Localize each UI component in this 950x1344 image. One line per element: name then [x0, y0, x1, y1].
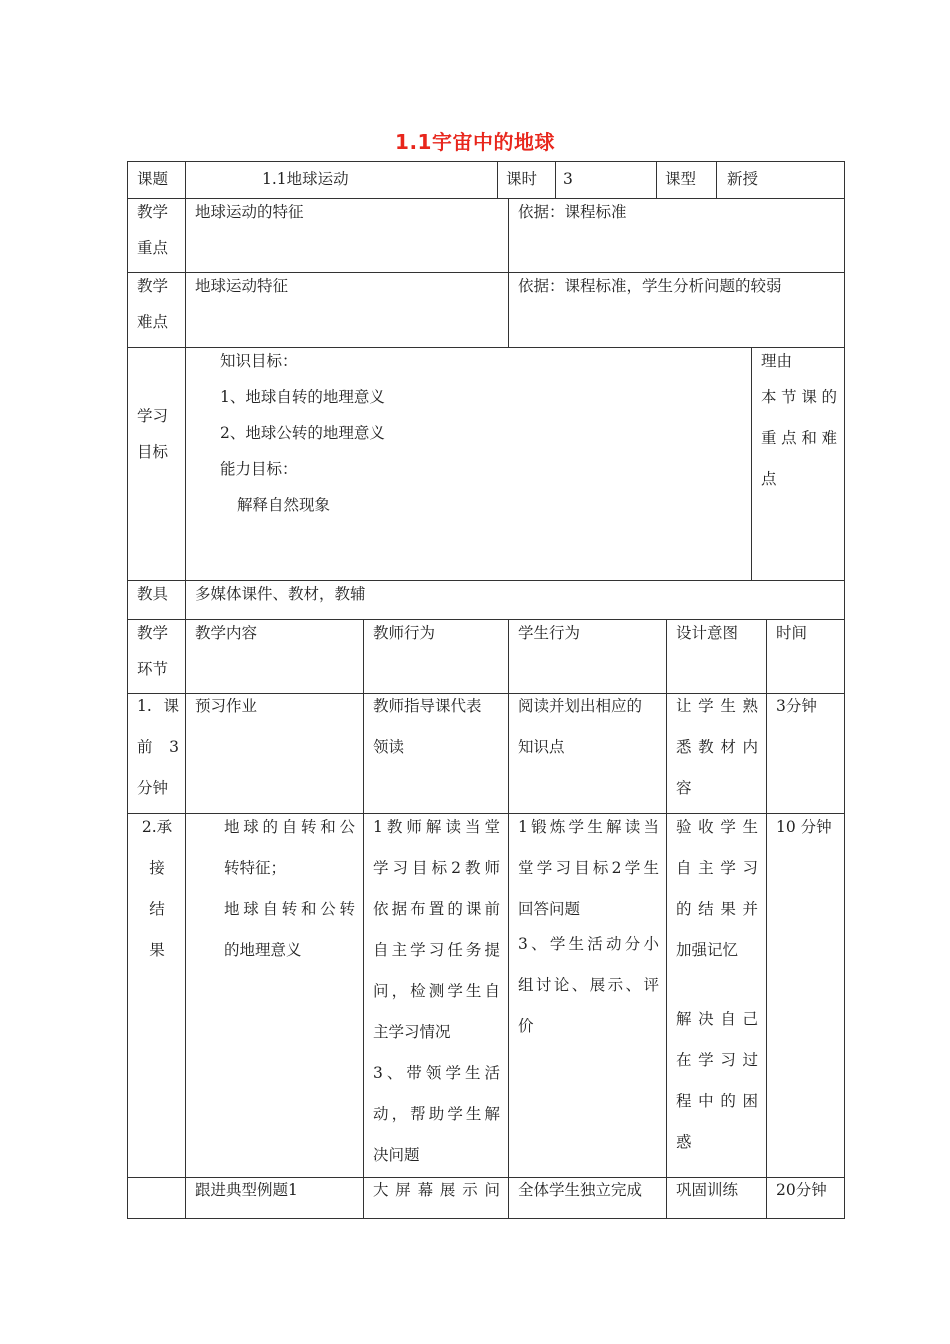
- row-stage-line: 前 3: [137, 738, 179, 756]
- col-stage-header-line: 环节: [137, 660, 169, 678]
- row-student: 全体学生独立完成: [518, 1181, 643, 1199]
- objectives-list: [220, 343, 385, 523]
- type-value: 新授: [727, 170, 759, 188]
- table-rule: [185, 161, 186, 581]
- row-student-line: 1锻炼学生解读当: [518, 818, 659, 836]
- row-design-line: 自主学习: [676, 859, 758, 877]
- row-content: 预习作业: [195, 697, 258, 715]
- row-time: 3分钟: [776, 697, 817, 715]
- row-content-line: 转特征；: [224, 859, 287, 877]
- row-design-line: 加强记忆: [676, 941, 739, 959]
- objectives-label-line: 目标: [137, 443, 169, 461]
- row-design: [676, 686, 758, 809]
- row-design-line: 容: [676, 779, 692, 797]
- row-student: [518, 807, 659, 1047]
- key-point-label-line: 重点: [137, 239, 169, 257]
- row-teacher-line: 3、带领学生活: [373, 1064, 500, 1082]
- row-design: [676, 807, 758, 1163]
- objective-line: 1、地球自转的地理意义: [220, 388, 385, 406]
- row-design-line: 程中的困: [676, 1092, 758, 1110]
- col-teacher-header: 教师行为: [373, 624, 436, 642]
- row-student-line: 价: [518, 1017, 534, 1035]
- table-rule: [766, 619, 767, 1219]
- row-student-line: 阅读并划出相应的: [518, 697, 643, 715]
- row-design-spacer: [676, 971, 758, 999]
- row-teacher-line: 动，帮助学生解: [373, 1105, 500, 1123]
- table-border-left: [127, 161, 128, 1219]
- reason-line: 理由: [761, 352, 793, 370]
- tools-content: 多媒体课件、教材，教辅: [195, 585, 366, 603]
- objectives-label: [137, 398, 168, 470]
- col-content-header: 教学内容: [195, 624, 258, 642]
- row-teacher-line: 领读: [373, 738, 405, 756]
- row-stage-line: 1. 课: [137, 697, 179, 715]
- row-content: [224, 807, 355, 971]
- col-time-header: 时间: [776, 624, 808, 642]
- difficult-point-label: [137, 266, 168, 343]
- row-time: 10 分钟: [776, 818, 832, 836]
- objectives-reason: [761, 341, 837, 500]
- row-content-line: 地球自转和公转: [224, 900, 355, 918]
- table-rule: [185, 619, 186, 1219]
- row-student-line: 回答问题: [518, 900, 581, 918]
- row-teacher: [373, 686, 501, 768]
- row-teacher-line: 主学习情况: [373, 1023, 451, 1041]
- tools-label: 教具: [137, 585, 169, 603]
- table-row: [137, 807, 177, 971]
- row-content-line: 的地理意义: [224, 941, 302, 959]
- table-border-right: [844, 161, 845, 1219]
- table-rule: [508, 619, 509, 1219]
- objective-line: 能力目标：: [220, 460, 298, 478]
- table-rule: [508, 198, 509, 348]
- row-stage-line: 结: [149, 900, 165, 918]
- row-student-line: 3、学生活动分小: [518, 935, 659, 953]
- row-teacher-line: 学习目标2教师: [373, 859, 500, 877]
- row-teacher-line: 教师指导课代表: [373, 697, 482, 715]
- table-rule: [497, 161, 498, 199]
- col-design-header: 设计意图: [676, 624, 739, 642]
- row-design-line: 的结果并: [676, 900, 758, 918]
- key-point-label: [137, 192, 168, 269]
- row-student-line: 知识点: [518, 738, 565, 756]
- topic-label: 课题: [137, 170, 169, 188]
- table-rule: [363, 619, 364, 1219]
- row-stage-line: 2.承: [141, 818, 173, 836]
- reason-line: 重点和难: [761, 429, 837, 447]
- table-rule: [751, 347, 752, 581]
- row-design-line: 在学习过: [676, 1051, 758, 1069]
- table-rule: [716, 161, 717, 199]
- table-rule: [666, 619, 667, 1219]
- row-student: [518, 686, 660, 768]
- col-student-header: 学生行为: [518, 624, 581, 642]
- row-content-line: 地球的自转和公: [224, 818, 355, 836]
- hours-value: 3: [563, 170, 573, 188]
- col-stage-header: [137, 613, 168, 690]
- difficult-point-label-line: 难点: [137, 313, 169, 331]
- document-title: 1.1宇宙中的地球: [395, 130, 555, 154]
- table-rule: [656, 161, 657, 199]
- row-teacher-line: 依据布置的课前: [373, 900, 500, 918]
- topic-value: 1.1地球运动: [262, 170, 349, 188]
- row-content: 跟进典型例题1: [195, 1181, 298, 1199]
- difficult-point-content: 地球运动特征: [195, 277, 289, 295]
- objective-line: 解释自然现象: [237, 496, 331, 514]
- hours-label: 课时: [506, 170, 538, 188]
- row-design-line: 惑: [676, 1133, 692, 1151]
- reason-line: 本节课的: [761, 388, 837, 406]
- row-teacher-line: 自主学习任务提: [373, 941, 500, 959]
- table-row: [137, 686, 179, 809]
- difficult-point-basis: 依据：课程标准，学生分析问题的较弱: [518, 277, 782, 295]
- table-rule: [185, 580, 186, 619]
- row-stage-line: 果: [149, 941, 165, 959]
- objective-line: 2、地球公转的地理意义: [220, 424, 385, 442]
- objectives-label-line: 学习: [137, 407, 169, 425]
- table-border-bottom: [127, 1218, 845, 1219]
- row-teacher-line: 问，检测学生自: [373, 982, 500, 1000]
- row-design-line: 解决自己: [676, 1010, 758, 1028]
- key-point-content: 地球运动的特征: [195, 203, 304, 221]
- row-teacher-line: 1教师解读当堂: [373, 818, 500, 836]
- row-teacher: [373, 807, 500, 1176]
- key-point-label-line: 教学: [137, 203, 169, 221]
- key-point-basis: 依据：课程标准: [518, 203, 627, 221]
- row-time: 20分钟: [776, 1181, 827, 1199]
- row-design-line: 悉教材内: [676, 738, 758, 756]
- reason-line: 点: [761, 470, 777, 488]
- row-design: 巩固训练: [676, 1181, 739, 1199]
- row-stage-line: 接: [149, 859, 165, 877]
- row-design-line: 让学生熟: [676, 697, 758, 715]
- col-stage-header-line: 教学: [137, 624, 169, 642]
- row-student-line: 堂学习目标2学生: [518, 859, 659, 877]
- row-student-line: 组讨论、展示、评: [518, 976, 659, 994]
- row-teacher: 大屏幕展示问: [373, 1181, 500, 1199]
- type-label: 课型: [665, 170, 697, 188]
- objective-line: 知识目标：: [220, 352, 298, 370]
- difficult-point-label-line: 教学: [137, 277, 169, 295]
- row-stage-line: 分钟: [137, 779, 169, 797]
- row-design-line: 验收学生: [676, 818, 758, 836]
- row-teacher-line: 决问题: [373, 1146, 420, 1164]
